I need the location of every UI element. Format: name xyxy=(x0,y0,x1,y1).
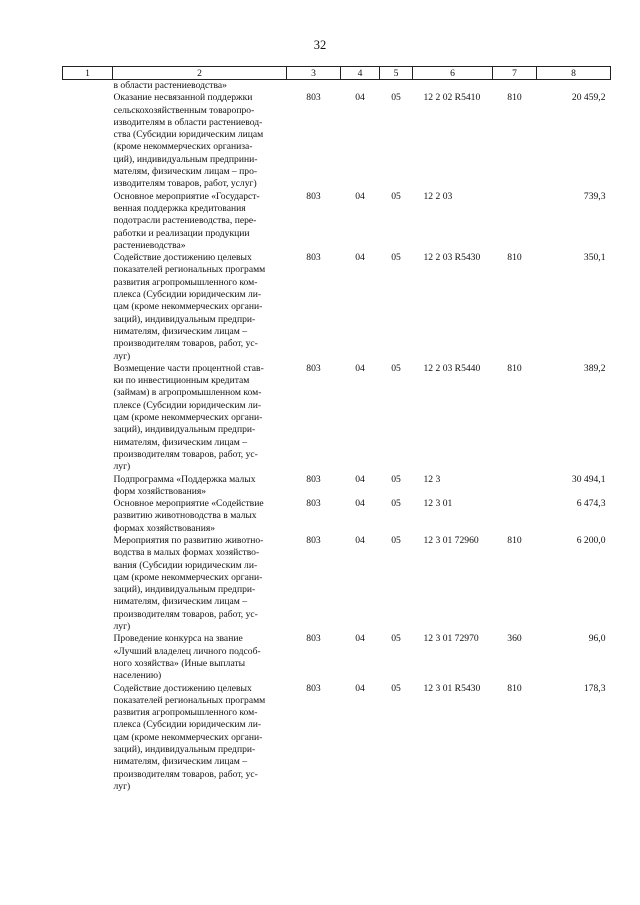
section-code: 04 xyxy=(355,92,365,104)
table-row xyxy=(63,535,611,633)
expense-type-code xyxy=(493,498,537,535)
amount: 20 459,2 xyxy=(571,92,606,104)
expense-type-code: 810 xyxy=(507,362,522,374)
target-article-code: 12 3 01 xyxy=(423,498,453,510)
column-header: 2 xyxy=(113,67,287,80)
table-row xyxy=(63,92,611,190)
amount: 96,0 xyxy=(588,633,606,645)
table-body xyxy=(63,80,611,794)
ministry-code: 803 xyxy=(306,682,321,694)
table-header xyxy=(63,67,611,80)
section-code: 04 xyxy=(355,473,365,485)
expense-type-code: 810 xyxy=(507,92,522,104)
subsection-code: 05 xyxy=(391,473,401,485)
section-code: 04 xyxy=(355,682,365,694)
ministry-code: 803 xyxy=(306,190,321,202)
page-number: 32 xyxy=(313,38,327,52)
amount: 178,3 xyxy=(583,682,606,694)
table-row xyxy=(63,498,611,535)
section-code: 04 xyxy=(355,362,365,374)
item-name: Содействие достижению целевых показателей региональных программ развития агропромышленного ком- плекса (Субсидии юридическим ли- цам (кроме некоммерческих органи- заций), индивидуальным предпри- нимателям, физическим лицам – производителям товаров, работ, ус- луг) xyxy=(113,682,266,792)
item-name: Возмещение части процентной став- ки по инвестиционным кредитам (займам) в агропромышленном ком- плексе (Субсидии юридическим ли- цам (кроме некоммерческих органи- заций), индивидуальным предпри- нимателям, физическим лицам – производителям товаров, работ, ус- луг) xyxy=(113,362,264,473)
column-header: 7 xyxy=(493,67,537,80)
section-code: 04 xyxy=(355,252,365,264)
budget-table xyxy=(62,66,611,793)
amount: 30 494,1 xyxy=(571,473,606,485)
column-header: 1 xyxy=(63,67,113,80)
section-code: 04 xyxy=(355,633,365,645)
expense-type-code: 810 xyxy=(507,534,522,546)
expense-type-code: 810 xyxy=(507,252,522,264)
amount: 739,3 xyxy=(583,190,606,202)
item-name: в области растениеводства» xyxy=(113,80,227,91)
subsection-code xyxy=(380,80,413,93)
ministry-code: 803 xyxy=(306,92,321,104)
column-header: 5 xyxy=(380,67,413,80)
section-code: 04 xyxy=(355,534,365,546)
item-name: Основное мероприятие «Государст- венная поддержка кредитования подотрасли растениеводства, пере- работки и реализации продукции растениеводства» xyxy=(113,190,260,251)
section-code: 04 xyxy=(355,190,365,202)
ministry-code: 803 xyxy=(306,534,321,546)
expense-type-code: 810 xyxy=(507,682,522,694)
amount: 6 200,0 xyxy=(576,534,606,546)
target-article-code: 12 3 01 72960 xyxy=(423,534,479,546)
target-article-code xyxy=(413,80,493,93)
target-article-code: 12 2 02 R5410 xyxy=(423,92,481,104)
item-name: Подпрограмма «Поддержка малых форм хозяйствования» xyxy=(113,473,256,497)
subsection-code: 05 xyxy=(391,362,401,374)
section-code: 04 xyxy=(355,498,365,510)
ministry-code xyxy=(287,80,341,93)
item-name: Содействие достижению целевых показателей региональных программ развития агропромышленного ком- плекса (Субсидии юридическим ли- цам (кроме некоммерческих органи- заций), индивидуальным предпри- нимателям, физическим лицам – производителям товаров, работ, ус- луг) xyxy=(113,252,266,362)
expense-type-code xyxy=(493,80,537,93)
item-name: Основное мероприятие «Содействие развитию животноводства в малых формах хозяйствования» xyxy=(113,498,264,534)
ministry-code: 803 xyxy=(306,633,321,645)
table-row xyxy=(63,191,611,252)
table-row xyxy=(63,80,611,93)
item-name: Оказание несвязанной поддержки сельскохозяйственным товаропро- изводителям в области растениевод- ства (Субсидии юридическим лицам (кроме некоммерческих организа- ций), индивидуальным предприни- мателям, физическим лицам – про- изводителям товаров, работ, услуг) xyxy=(113,92,264,190)
expense-type-code: 360 xyxy=(507,633,522,645)
table-row xyxy=(63,683,611,794)
target-article-code: 12 3 01 72970 xyxy=(423,633,479,645)
amount: 389,2 xyxy=(583,362,606,374)
subsection-code: 05 xyxy=(391,498,401,510)
item-name: Мероприятия по развитию животно- водства в малых формах хозяйство- вания (Субсидии юридическим ли- цам (кроме некоммерческих органи- заций), индивидуальным предпри- нимателям, физическим лицам – производителям товаров, работ, ус- луг) xyxy=(113,534,264,633)
target-article-code: 12 2 03 R5440 xyxy=(423,362,481,374)
ministry-code: 803 xyxy=(306,252,321,264)
target-article-code: 12 3 xyxy=(423,473,441,485)
item-name: Проведение конкурса на звание «Лучший владелец личного подсоб- ного хозяйства» (Иные выплаты населению) xyxy=(113,633,261,682)
subsection-code: 05 xyxy=(391,92,401,104)
target-article-code: 12 3 01 R5430 xyxy=(423,682,481,694)
ministry-code: 803 xyxy=(306,473,321,485)
column-header: 8 xyxy=(537,67,611,80)
section-code xyxy=(341,80,380,93)
target-article-code: 12 2 03 R5430 xyxy=(423,252,481,264)
subsection-code: 05 xyxy=(391,534,401,546)
subsection-code: 05 xyxy=(391,190,401,202)
column-header: 3 xyxy=(287,67,341,80)
column-header: 6 xyxy=(413,67,493,80)
ministry-code: 803 xyxy=(306,498,321,510)
amount xyxy=(537,80,611,93)
column-header: 4 xyxy=(341,67,380,80)
ministry-code: 803 xyxy=(306,362,321,374)
expense-type-code xyxy=(493,474,537,499)
amount: 6 474,3 xyxy=(576,498,606,510)
subsection-code: 05 xyxy=(391,682,401,694)
target-article-code: 12 2 03 xyxy=(423,190,453,202)
subsection-code: 05 xyxy=(391,252,401,264)
table-row xyxy=(63,363,611,474)
subsection-code: 05 xyxy=(391,633,401,645)
amount: 350,1 xyxy=(583,252,606,264)
table-row xyxy=(63,633,611,682)
expense-type-code xyxy=(493,191,537,252)
table-row xyxy=(63,474,611,499)
table-row xyxy=(63,252,611,363)
